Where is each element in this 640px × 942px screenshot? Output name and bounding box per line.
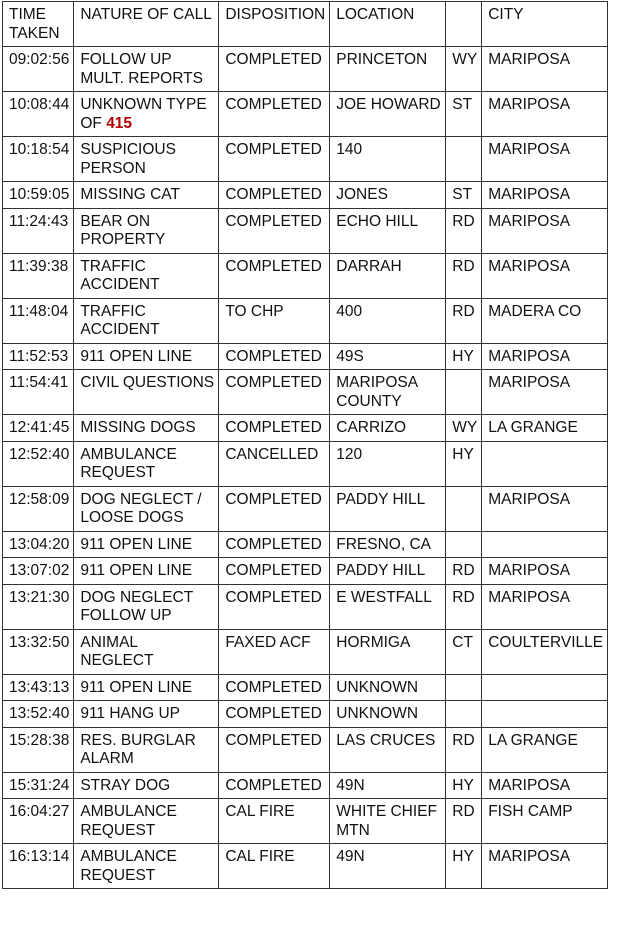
cell-suffix: RD [446, 799, 482, 844]
cell-disposition: COMPLETED [219, 415, 330, 442]
cell-disposition: COMPLETED [219, 182, 330, 209]
cell-disposition: COMPLETED [219, 92, 330, 137]
cell-nature: ANIMAL NEGLECT [74, 629, 219, 674]
cell-location: PADDY HILL [330, 486, 446, 531]
cell-time: 10:18:54 [3, 137, 74, 182]
cell-location: PADDY HILL [330, 558, 446, 585]
cell-city: MARIPOSA [482, 486, 608, 531]
cell-nature: TRAFFIC ACCIDENT [74, 253, 219, 298]
cell-time: 13:04:20 [3, 531, 74, 558]
cell-suffix: RD [446, 584, 482, 629]
table-row [3, 772, 608, 799]
cell-location: HORMIGA [330, 629, 446, 674]
cell-disposition: COMPLETED [219, 772, 330, 799]
header-disposition: DISPOSITION [219, 2, 330, 47]
table-row [3, 531, 608, 558]
cell-time: 11:48:04 [3, 298, 74, 343]
cell-city: MARIPOSA [482, 137, 608, 182]
cell-nature: FOLLOW UP MULT. REPORTS [74, 47, 219, 92]
cell-suffix: RD [446, 298, 482, 343]
cell-suffix [446, 137, 482, 182]
cell-nature: RES. BURGLAR ALARM [74, 727, 219, 772]
cell-location: 49N [330, 772, 446, 799]
cell-time: 11:39:38 [3, 253, 74, 298]
table-row [3, 137, 608, 182]
cell-nature: STRAY DOG [74, 772, 219, 799]
table-row [3, 253, 608, 298]
cell-nature: AMBULANCE REQUEST [74, 844, 219, 889]
cell-suffix: ST [446, 182, 482, 209]
cell-nature: AMBULANCE REQUEST [74, 799, 219, 844]
header-nature: NATURE OF CALL [74, 2, 219, 47]
cell-time: 11:54:41 [3, 370, 74, 415]
cell-city: MARIPOSA [482, 558, 608, 585]
cell-city: MARIPOSA [482, 253, 608, 298]
cell-disposition: CANCELLED [219, 441, 330, 486]
table-row [3, 674, 608, 701]
header-location: LOCATION [330, 2, 446, 47]
header-row [3, 2, 608, 47]
cell-time: 13:43:13 [3, 674, 74, 701]
cell-location: ECHO HILL [330, 208, 446, 253]
cell-suffix: ST [446, 92, 482, 137]
cell-city: MARIPOSA [482, 343, 608, 370]
cell-nature: TRAFFIC ACCIDENT [74, 298, 219, 343]
cell-nature: 911 OPEN LINE [74, 674, 219, 701]
cell-time: 13:07:02 [3, 558, 74, 585]
cell-time: 12:58:09 [3, 486, 74, 531]
cell-suffix: HY [446, 844, 482, 889]
cell-suffix: RD [446, 727, 482, 772]
cell-nature: CIVIL QUESTIONS [74, 370, 219, 415]
cell-suffix: WY [446, 415, 482, 442]
cell-location: E WESTFALL [330, 584, 446, 629]
table-row [3, 799, 608, 844]
cell-suffix [446, 531, 482, 558]
table-row [3, 92, 608, 137]
cell-nature: 911 OPEN LINE [74, 343, 219, 370]
cell-location: DARRAH [330, 253, 446, 298]
cell-time: 12:52:40 [3, 441, 74, 486]
cell-disposition: COMPLETED [219, 343, 330, 370]
nature-text: UNKNOWN TYPE OF [80, 96, 207, 132]
call-log-table [2, 1, 608, 889]
header-suffix [446, 2, 482, 47]
cell-location: FRESNO, CA [330, 531, 446, 558]
cell-suffix: RD [446, 558, 482, 585]
cell-location: 140 [330, 137, 446, 182]
cell-nature: DOG NEGLECT / LOOSE DOGS [74, 486, 219, 531]
cell-location: MARIPOSA COUNTY [330, 370, 446, 415]
cell-suffix [446, 486, 482, 531]
cell-time: 12:41:45 [3, 415, 74, 442]
cell-city: MARIPOSA [482, 208, 608, 253]
cell-suffix: WY [446, 47, 482, 92]
cell-suffix [446, 701, 482, 728]
table-row [3, 182, 608, 209]
cell-time: 11:24:43 [3, 208, 74, 253]
nature-code: 415 [106, 114, 133, 132]
cell-city: MARIPOSA [482, 47, 608, 92]
cell-city: MARIPOSA [482, 370, 608, 415]
cell-location: PRINCETON [330, 47, 446, 92]
cell-location: 120 [330, 441, 446, 486]
cell-disposition: TO CHP [219, 298, 330, 343]
cell-location: UNKNOWN [330, 674, 446, 701]
cell-time: 16:04:27 [3, 799, 74, 844]
cell-time: 10:08:44 [3, 92, 74, 137]
table-row [3, 208, 608, 253]
cell-disposition: COMPLETED [219, 701, 330, 728]
cell-city: FISH CAMP [482, 799, 608, 844]
cell-city: COULTERVILLE [482, 629, 608, 674]
cell-suffix: HY [446, 343, 482, 370]
cell-disposition: COMPLETED [219, 558, 330, 585]
cell-city: MARIPOSA [482, 844, 608, 889]
cell-suffix: HY [446, 441, 482, 486]
table-row [3, 844, 608, 889]
cell-disposition: COMPLETED [219, 727, 330, 772]
cell-location: 49N [330, 844, 446, 889]
cell-disposition: COMPLETED [219, 47, 330, 92]
cell-time: 15:31:24 [3, 772, 74, 799]
cell-time: 13:32:50 [3, 629, 74, 674]
cell-suffix: RD [446, 208, 482, 253]
cell-disposition: COMPLETED [219, 208, 330, 253]
cell-location: UNKNOWN [330, 701, 446, 728]
cell-location: CARRIZO [330, 415, 446, 442]
table-row [3, 558, 608, 585]
cell-city: MARIPOSA [482, 772, 608, 799]
table-row [3, 629, 608, 674]
table-row [3, 47, 608, 92]
cell-nature: SUSPICIOUS PERSON [74, 137, 219, 182]
cell-city: LA GRANGE [482, 727, 608, 772]
cell-time: 09:02:56 [3, 47, 74, 92]
cell-nature: 911 OPEN LINE [74, 531, 219, 558]
cell-disposition: COMPLETED [219, 370, 330, 415]
cell-city [482, 674, 608, 701]
table-row [3, 370, 608, 415]
cell-nature: MISSING DOGS [74, 415, 219, 442]
cell-disposition: COMPLETED [219, 531, 330, 558]
cell-disposition: FAXED ACF [219, 629, 330, 674]
cell-time: 10:59:05 [3, 182, 74, 209]
cell-location: JONES [330, 182, 446, 209]
cell-nature: AMBULANCE REQUEST [74, 441, 219, 486]
cell-suffix [446, 674, 482, 701]
table-row [3, 415, 608, 442]
table-row [3, 298, 608, 343]
cell-nature: MISSING CAT [74, 182, 219, 209]
table-row [3, 584, 608, 629]
cell-time: 15:28:38 [3, 727, 74, 772]
table-row [3, 441, 608, 486]
cell-disposition: COMPLETED [219, 584, 330, 629]
cell-nature: 911 OPEN LINE [74, 558, 219, 585]
table-row [3, 701, 608, 728]
cell-disposition: COMPLETED [219, 253, 330, 298]
cell-location: LAS CRUCES [330, 727, 446, 772]
cell-city: MARIPOSA [482, 584, 608, 629]
cell-disposition: COMPLETED [219, 674, 330, 701]
cell-city: MARIPOSA [482, 182, 608, 209]
cell-suffix: CT [446, 629, 482, 674]
table-row [3, 486, 608, 531]
cell-city [482, 441, 608, 486]
cell-city: LA GRANGE [482, 415, 608, 442]
cell-city: MADERA CO [482, 298, 608, 343]
cell-nature: BEAR ON PROPERTY [74, 208, 219, 253]
table-row [3, 343, 608, 370]
cell-disposition: COMPLETED [219, 137, 330, 182]
cell-time: 16:13:14 [3, 844, 74, 889]
header-time: TIME TAKEN [3, 2, 74, 47]
cell-city: MARIPOSA [482, 92, 608, 137]
cell-suffix [446, 370, 482, 415]
cell-location: JOE HOWARD [330, 92, 446, 137]
cell-nature: 911 HANG UP [74, 701, 219, 728]
cell-time: 13:21:30 [3, 584, 74, 629]
cell-time: 13:52:40 [3, 701, 74, 728]
cell-city [482, 531, 608, 558]
cell-nature: DOG NEGLECT FOLLOW UP [74, 584, 219, 629]
cell-suffix: HY [446, 772, 482, 799]
cell-time: 11:52:53 [3, 343, 74, 370]
header-city: CITY [482, 2, 608, 47]
cell-disposition: CAL FIRE [219, 844, 330, 889]
cell-disposition: COMPLETED [219, 486, 330, 531]
cell-location: 400 [330, 298, 446, 343]
cell-nature [74, 92, 219, 137]
cell-disposition: CAL FIRE [219, 799, 330, 844]
cell-suffix: RD [446, 253, 482, 298]
cell-location: 49S [330, 343, 446, 370]
table-row [3, 727, 608, 772]
cell-city [482, 701, 608, 728]
cell-location: WHITE CHIEF MTN [330, 799, 446, 844]
